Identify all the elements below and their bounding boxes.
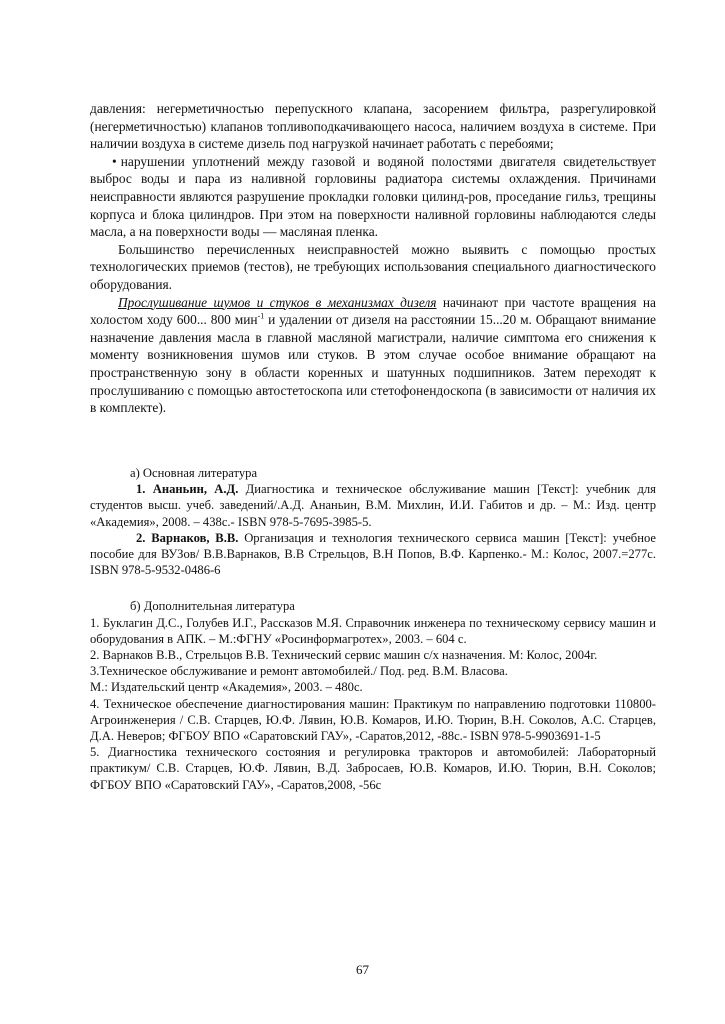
extra-literature-item: 4. Техническое обеспечение диагностирования машин: Практикум по направлению подготовки 110800- Агроинженерия / С.В. Старцев, Ю.Ф. Лявин, Ю.В. Комаров, И.Ю. Тюрин, В.Н. Соколов, А.С. Старцев, Д.А. Неверов; ФГБОУ ВПО «Саратовский ГАУ», -Саратов,2012, -88с.- ISBN 978-5-9903691-1-5 [90, 696, 656, 744]
extra-literature-item: 1. Буклагин Д.С., Голубев И.Г., Рассказов М.Я. Справочник инженера по техническому сервису машин и оборудования в АПК. – М.:ФГНУ «Росинформагротех», 2003. – 604 с. [90, 615, 656, 646]
item-number: 2. [136, 530, 146, 545]
item-author: Ананьин, А.Д. [152, 482, 239, 497]
listening-text-a: начинают при частоте вращения на холостом ходу 600... 800 мин [90, 294, 656, 328]
extra-literature-item: М.: Издательский центр «Академия», 2003. – 480с. [90, 680, 363, 695]
main-literature-item [90, 481, 656, 530]
rpm-exponent: -1 [257, 311, 265, 321]
item-author: Варнаков, В.В. [151, 530, 239, 545]
page-number: 67 [356, 962, 369, 977]
paragraph-seal-failure-text: нарушении уплотнений между газовой и водяной полостями двигателя свидетельствует выброс воды и пара из наливной горловины радиатора системы охлаждения. Причинами неисправности являются разрушение прокладки головки цилинд-ров, проседание гильз, трещины корпуса и блока цилиндров. При этом на поверхности наливной горловины наблюдаются следы масла, а на поверхности воды — масляная пленка. [90, 153, 656, 240]
extra-literature-item: 3.Техническое обслуживание и ремонт автомобилей./ Под. ред. В.М. Власова. [90, 664, 508, 679]
main-literature-heading: а) Основная литература [130, 466, 258, 480]
extra-literature-item: 5. Диагностика технического состояния и регулировка тракторов и автомобилей: Лабораторный практикум/ С.В. Старцев, Ю.Ф. Лявин, В.Д. Забросаев, Ю.В. Комаров, И.Ю. Тюрин, В.Н. Соколов; ФГБОУ ВПО «Саратовский ГАУ», -Саратов,2008, -56с [90, 745, 656, 792]
literature-section [90, 465, 656, 793]
paragraph-simple-tests: Большинство перечисленных неисправностей можно выявить с помощью простых технологических приемов (тестов), не требующих использования специального диагностического оборудования. [90, 241, 656, 292]
extra-literature-heading: б) Дополнительная литература [130, 599, 295, 614]
section-gap [90, 578, 656, 598]
paragraph-fuel-system: давления: негерметичностью перепускного клапана, засорением фильтра, разрегулировкой (негерметичностью) клапанов топливоподкачивающего насоса, наличием воздуха в системе. При наличии воздуха в системе дизель под нагрузкой начинает работать с перебоями; [90, 101, 656, 152]
item-text: Диагностика и техническое обслуживание машин [Текст]: учебник для студентов высш. учеб. заведений/.А.Д. Ананьин, В.М. Михлин, И.И. Габитов и др. – М.: Изд. центр «Академия», 2008. – 438с.- ISBN 978-5-7695-3985-5. [90, 482, 656, 529]
main-literature-item [90, 530, 656, 579]
body-text [90, 100, 656, 417]
paragraph-listening [90, 294, 656, 417]
extra-literature-item: 2. Варнаков В.В., Стрельцов В.В. Технический сервис машин с/х назначения. М: Колос, 2004г. [90, 648, 598, 663]
item-number: 1. [136, 482, 146, 497]
listening-text-b: и удалении от дизеля на расстоянии 15...20 м. Обращают внимание назначение давления масла в главной масляной магистрали, наличие симптома его снижения к моменту возникновения шумов или стуков. В этом случае особое внимание обращают на пространственную зону в области коренных и шатунных подшипников. Затем переходят к прослушиванию с помощью автостетоскопа или стетофонендоскопа (в зависимости от наличия их в комплекте). [90, 312, 656, 416]
paragraph-seal-failure [90, 153, 656, 241]
listening-heading: Прослушивание шумов и стуков в механизмах дизеля [118, 294, 437, 310]
bullet-marker: • [112, 153, 117, 169]
item-text: Организация и технология технического сервиса машин [Текст]: учебное пособие для ВУЗов/ В.В.Варнаков, В.В Стрельцов, В.Н Попов, В.Ф. Карпенко.- М.: Колос, 2007.=277с. ISBN 978-5-9532-0486-6 [90, 530, 656, 578]
